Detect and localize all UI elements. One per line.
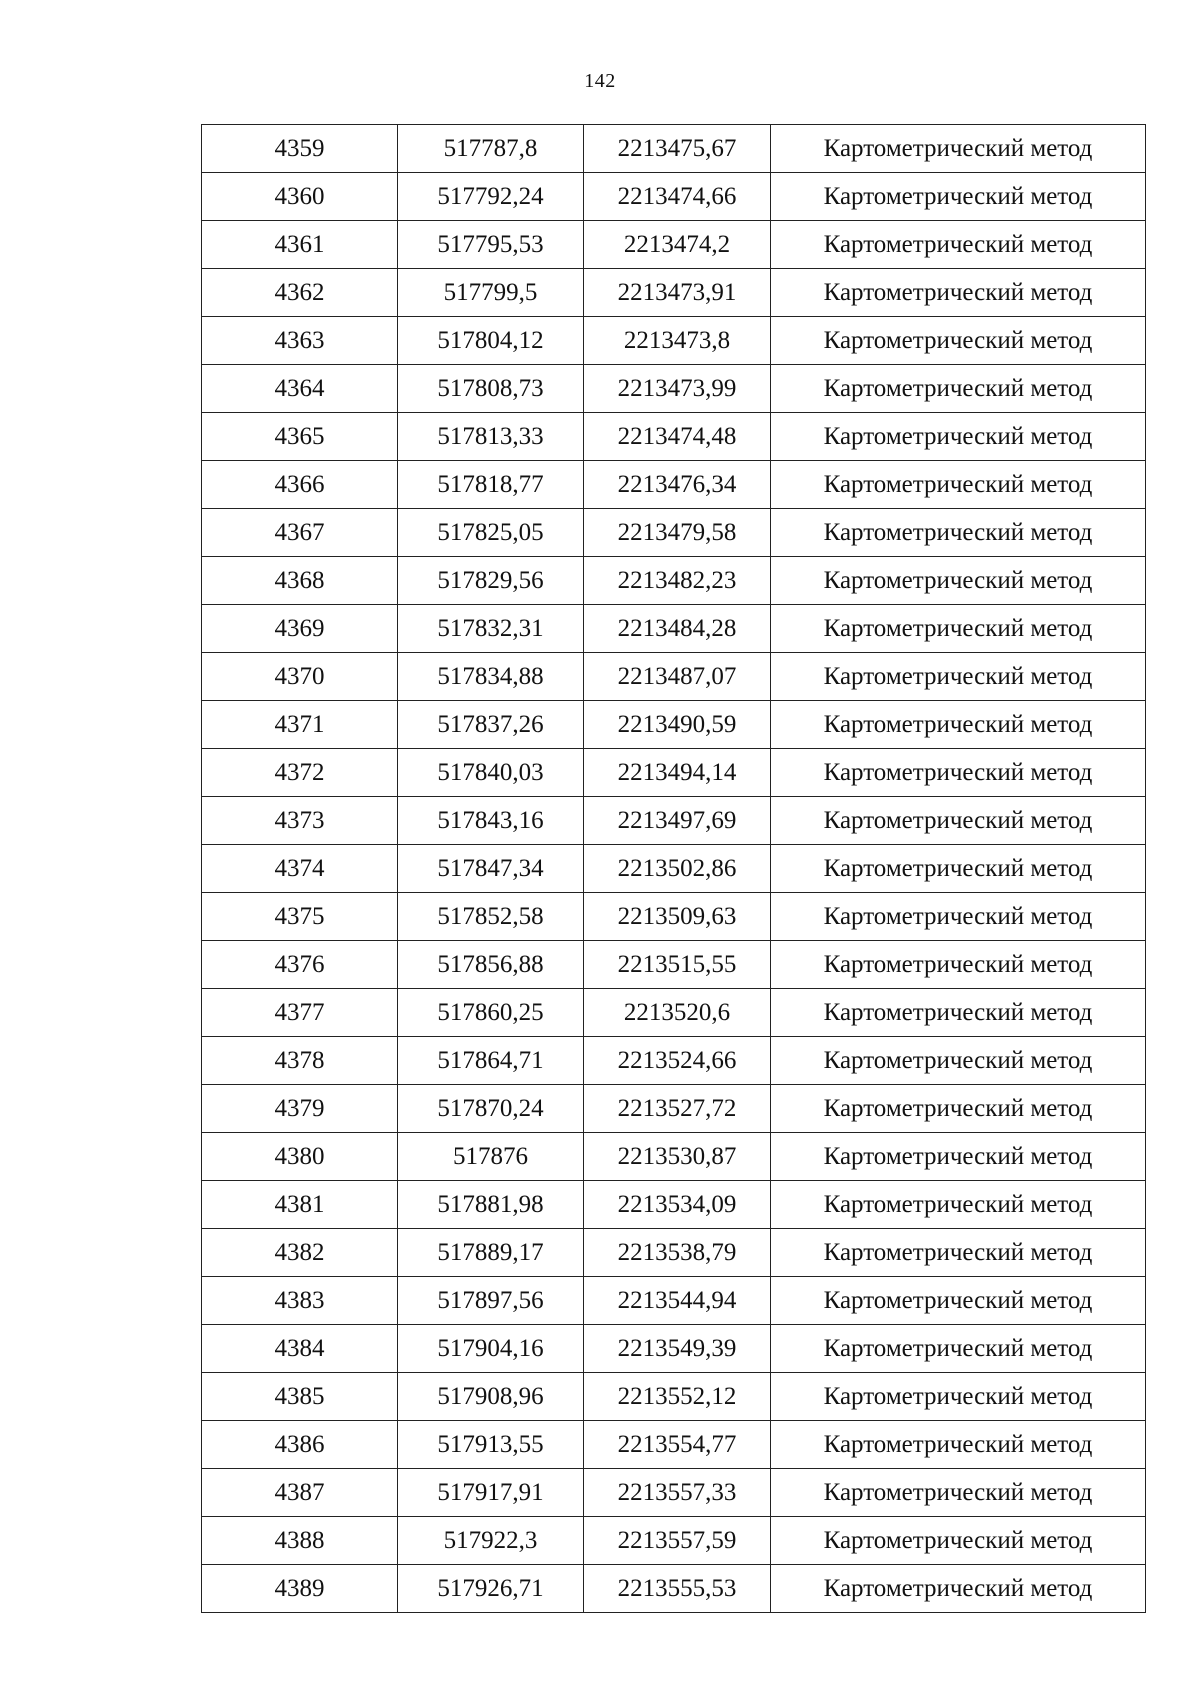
x-coordinate-cell: 517825,05	[398, 509, 584, 557]
y-coordinate-cell: 2213474,66	[584, 173, 771, 221]
method-cell: Картометрический метод	[771, 557, 1146, 605]
table-row	[202, 749, 1146, 797]
table-row	[202, 1373, 1146, 1421]
table-row	[202, 605, 1146, 653]
table-row	[202, 1565, 1146, 1613]
x-coordinate-cell: 517813,33	[398, 413, 584, 461]
table-row	[202, 1229, 1146, 1277]
table-row	[202, 701, 1146, 749]
method-cell: Картометрический метод	[771, 1325, 1146, 1373]
point-number-cell: 4362	[202, 269, 398, 317]
method-cell: Картометрический метод	[771, 461, 1146, 509]
point-number-cell: 4387	[202, 1469, 398, 1517]
x-coordinate-cell: 517917,91	[398, 1469, 584, 1517]
point-number-cell: 4360	[202, 173, 398, 221]
method-cell: Картометрический метод	[771, 173, 1146, 221]
point-number-cell: 4384	[202, 1325, 398, 1373]
y-coordinate-cell: 2213473,99	[584, 365, 771, 413]
method-cell: Картометрический метод	[771, 1421, 1146, 1469]
method-cell: Картометрический метод	[771, 1133, 1146, 1181]
table-row	[202, 125, 1146, 173]
y-coordinate-cell: 2213473,8	[584, 317, 771, 365]
y-coordinate-cell: 2213479,58	[584, 509, 771, 557]
table-row	[202, 1421, 1146, 1469]
y-coordinate-cell: 2213520,6	[584, 989, 771, 1037]
x-coordinate-cell: 517913,55	[398, 1421, 584, 1469]
point-number-cell: 4389	[202, 1565, 398, 1613]
method-cell: Картометрический метод	[771, 221, 1146, 269]
point-number-cell: 4385	[202, 1373, 398, 1421]
x-coordinate-cell: 517837,26	[398, 701, 584, 749]
table-row	[202, 797, 1146, 845]
table-row	[202, 269, 1146, 317]
table-row	[202, 221, 1146, 269]
y-coordinate-cell: 2213484,28	[584, 605, 771, 653]
table-body	[202, 125, 1146, 1613]
y-coordinate-cell: 2213497,69	[584, 797, 771, 845]
method-cell: Картометрический метод	[771, 1085, 1146, 1133]
table-row	[202, 173, 1146, 221]
x-coordinate-cell: 517843,16	[398, 797, 584, 845]
y-coordinate-cell: 2213538,79	[584, 1229, 771, 1277]
table-row	[202, 1133, 1146, 1181]
point-number-cell: 4368	[202, 557, 398, 605]
method-cell: Картометрический метод	[771, 413, 1146, 461]
point-number-cell: 4374	[202, 845, 398, 893]
method-cell: Картометрический метод	[771, 893, 1146, 941]
x-coordinate-cell: 517834,88	[398, 653, 584, 701]
y-coordinate-cell: 2213534,09	[584, 1181, 771, 1229]
method-cell: Картометрический метод	[771, 653, 1146, 701]
point-number-cell: 4383	[202, 1277, 398, 1325]
y-coordinate-cell: 2213473,91	[584, 269, 771, 317]
y-coordinate-cell: 2213475,67	[584, 125, 771, 173]
point-number-cell: 4380	[202, 1133, 398, 1181]
y-coordinate-cell: 2213474,2	[584, 221, 771, 269]
x-coordinate-cell: 517922,3	[398, 1517, 584, 1565]
method-cell: Картометрический метод	[771, 989, 1146, 1037]
x-coordinate-cell: 517876	[398, 1133, 584, 1181]
method-cell: Картометрический метод	[771, 845, 1146, 893]
y-coordinate-cell: 2213552,12	[584, 1373, 771, 1421]
table-row	[202, 317, 1146, 365]
method-cell: Картометрический метод	[771, 317, 1146, 365]
table-row	[202, 1469, 1146, 1517]
point-number-cell: 4373	[202, 797, 398, 845]
y-coordinate-cell: 2213549,39	[584, 1325, 771, 1373]
x-coordinate-cell: 517808,73	[398, 365, 584, 413]
y-coordinate-cell: 2213527,72	[584, 1085, 771, 1133]
x-coordinate-cell: 517856,88	[398, 941, 584, 989]
y-coordinate-cell: 2213557,33	[584, 1469, 771, 1517]
point-number-cell: 4388	[202, 1517, 398, 1565]
method-cell: Картометрический метод	[771, 365, 1146, 413]
y-coordinate-cell: 2213494,14	[584, 749, 771, 797]
x-coordinate-cell: 517799,5	[398, 269, 584, 317]
point-number-cell: 4382	[202, 1229, 398, 1277]
method-cell: Картометрический метод	[771, 1277, 1146, 1325]
table-row	[202, 845, 1146, 893]
table-row	[202, 653, 1146, 701]
table-row	[202, 1181, 1146, 1229]
method-cell: Картометрический метод	[771, 1037, 1146, 1085]
method-cell: Картометрический метод	[771, 125, 1146, 173]
table-row	[202, 557, 1146, 605]
x-coordinate-cell: 517840,03	[398, 749, 584, 797]
point-number-cell: 4375	[202, 893, 398, 941]
method-cell: Картометрический метод	[771, 1181, 1146, 1229]
y-coordinate-cell: 2213490,59	[584, 701, 771, 749]
method-cell: Картометрический метод	[771, 1517, 1146, 1565]
y-coordinate-cell: 2213530,87	[584, 1133, 771, 1181]
x-coordinate-cell: 517864,71	[398, 1037, 584, 1085]
method-cell: Картометрический метод	[771, 701, 1146, 749]
x-coordinate-cell: 517795,53	[398, 221, 584, 269]
y-coordinate-cell: 2213544,94	[584, 1277, 771, 1325]
point-number-cell: 4370	[202, 653, 398, 701]
method-cell: Картометрический метод	[771, 269, 1146, 317]
x-coordinate-cell: 517804,12	[398, 317, 584, 365]
y-coordinate-cell: 2213555,53	[584, 1565, 771, 1613]
method-cell: Картометрический метод	[771, 941, 1146, 989]
point-number-cell: 4379	[202, 1085, 398, 1133]
method-cell: Картометрический метод	[771, 605, 1146, 653]
x-coordinate-cell: 517870,24	[398, 1085, 584, 1133]
x-coordinate-cell: 517832,31	[398, 605, 584, 653]
x-coordinate-cell: 517926,71	[398, 1565, 584, 1613]
point-number-cell: 4369	[202, 605, 398, 653]
x-coordinate-cell: 517787,8	[398, 125, 584, 173]
x-coordinate-cell: 517897,56	[398, 1277, 584, 1325]
x-coordinate-cell: 517904,16	[398, 1325, 584, 1373]
point-number-cell: 4365	[202, 413, 398, 461]
point-number-cell: 4377	[202, 989, 398, 1037]
y-coordinate-cell: 2213557,59	[584, 1517, 771, 1565]
point-number-cell: 4359	[202, 125, 398, 173]
table-row	[202, 413, 1146, 461]
point-number-cell: 4378	[202, 1037, 398, 1085]
point-number-cell: 4367	[202, 509, 398, 557]
table-row	[202, 1037, 1146, 1085]
y-coordinate-cell: 2213482,23	[584, 557, 771, 605]
method-cell: Картометрический метод	[771, 509, 1146, 557]
page-number: 142	[584, 70, 616, 92]
coordinates-table	[201, 124, 1146, 1613]
y-coordinate-cell: 2213515,55	[584, 941, 771, 989]
point-number-cell: 4371	[202, 701, 398, 749]
point-number-cell: 4386	[202, 1421, 398, 1469]
x-coordinate-cell: 517908,96	[398, 1373, 584, 1421]
point-number-cell: 4366	[202, 461, 398, 509]
table-row	[202, 1325, 1146, 1373]
y-coordinate-cell: 2213487,07	[584, 653, 771, 701]
x-coordinate-cell: 517860,25	[398, 989, 584, 1037]
method-cell: Картометрический метод	[771, 797, 1146, 845]
x-coordinate-cell: 517847,34	[398, 845, 584, 893]
table-row	[202, 1277, 1146, 1325]
point-number-cell: 4363	[202, 317, 398, 365]
method-cell: Картометрический метод	[771, 749, 1146, 797]
y-coordinate-cell: 2213524,66	[584, 1037, 771, 1085]
point-number-cell: 4376	[202, 941, 398, 989]
table-row	[202, 941, 1146, 989]
table-row	[202, 461, 1146, 509]
table-row	[202, 893, 1146, 941]
table-row	[202, 1517, 1146, 1565]
table-row	[202, 1085, 1146, 1133]
x-coordinate-cell: 517889,17	[398, 1229, 584, 1277]
method-cell: Картометрический метод	[771, 1469, 1146, 1517]
y-coordinate-cell: 2213502,86	[584, 845, 771, 893]
y-coordinate-cell: 2213554,77	[584, 1421, 771, 1469]
table-row	[202, 989, 1146, 1037]
method-cell: Картометрический метод	[771, 1229, 1146, 1277]
y-coordinate-cell: 2213474,48	[584, 413, 771, 461]
x-coordinate-cell: 517881,98	[398, 1181, 584, 1229]
table-row	[202, 509, 1146, 557]
x-coordinate-cell: 517818,77	[398, 461, 584, 509]
point-number-cell: 4381	[202, 1181, 398, 1229]
point-number-cell: 4364	[202, 365, 398, 413]
y-coordinate-cell: 2213509,63	[584, 893, 771, 941]
point-number-cell: 4361	[202, 221, 398, 269]
x-coordinate-cell: 517852,58	[398, 893, 584, 941]
method-cell: Картометрический метод	[771, 1373, 1146, 1421]
y-coordinate-cell: 2213476,34	[584, 461, 771, 509]
point-number-cell: 4372	[202, 749, 398, 797]
table-row	[202, 365, 1146, 413]
method-cell: Картометрический метод	[771, 1565, 1146, 1613]
x-coordinate-cell: 517829,56	[398, 557, 584, 605]
x-coordinate-cell: 517792,24	[398, 173, 584, 221]
